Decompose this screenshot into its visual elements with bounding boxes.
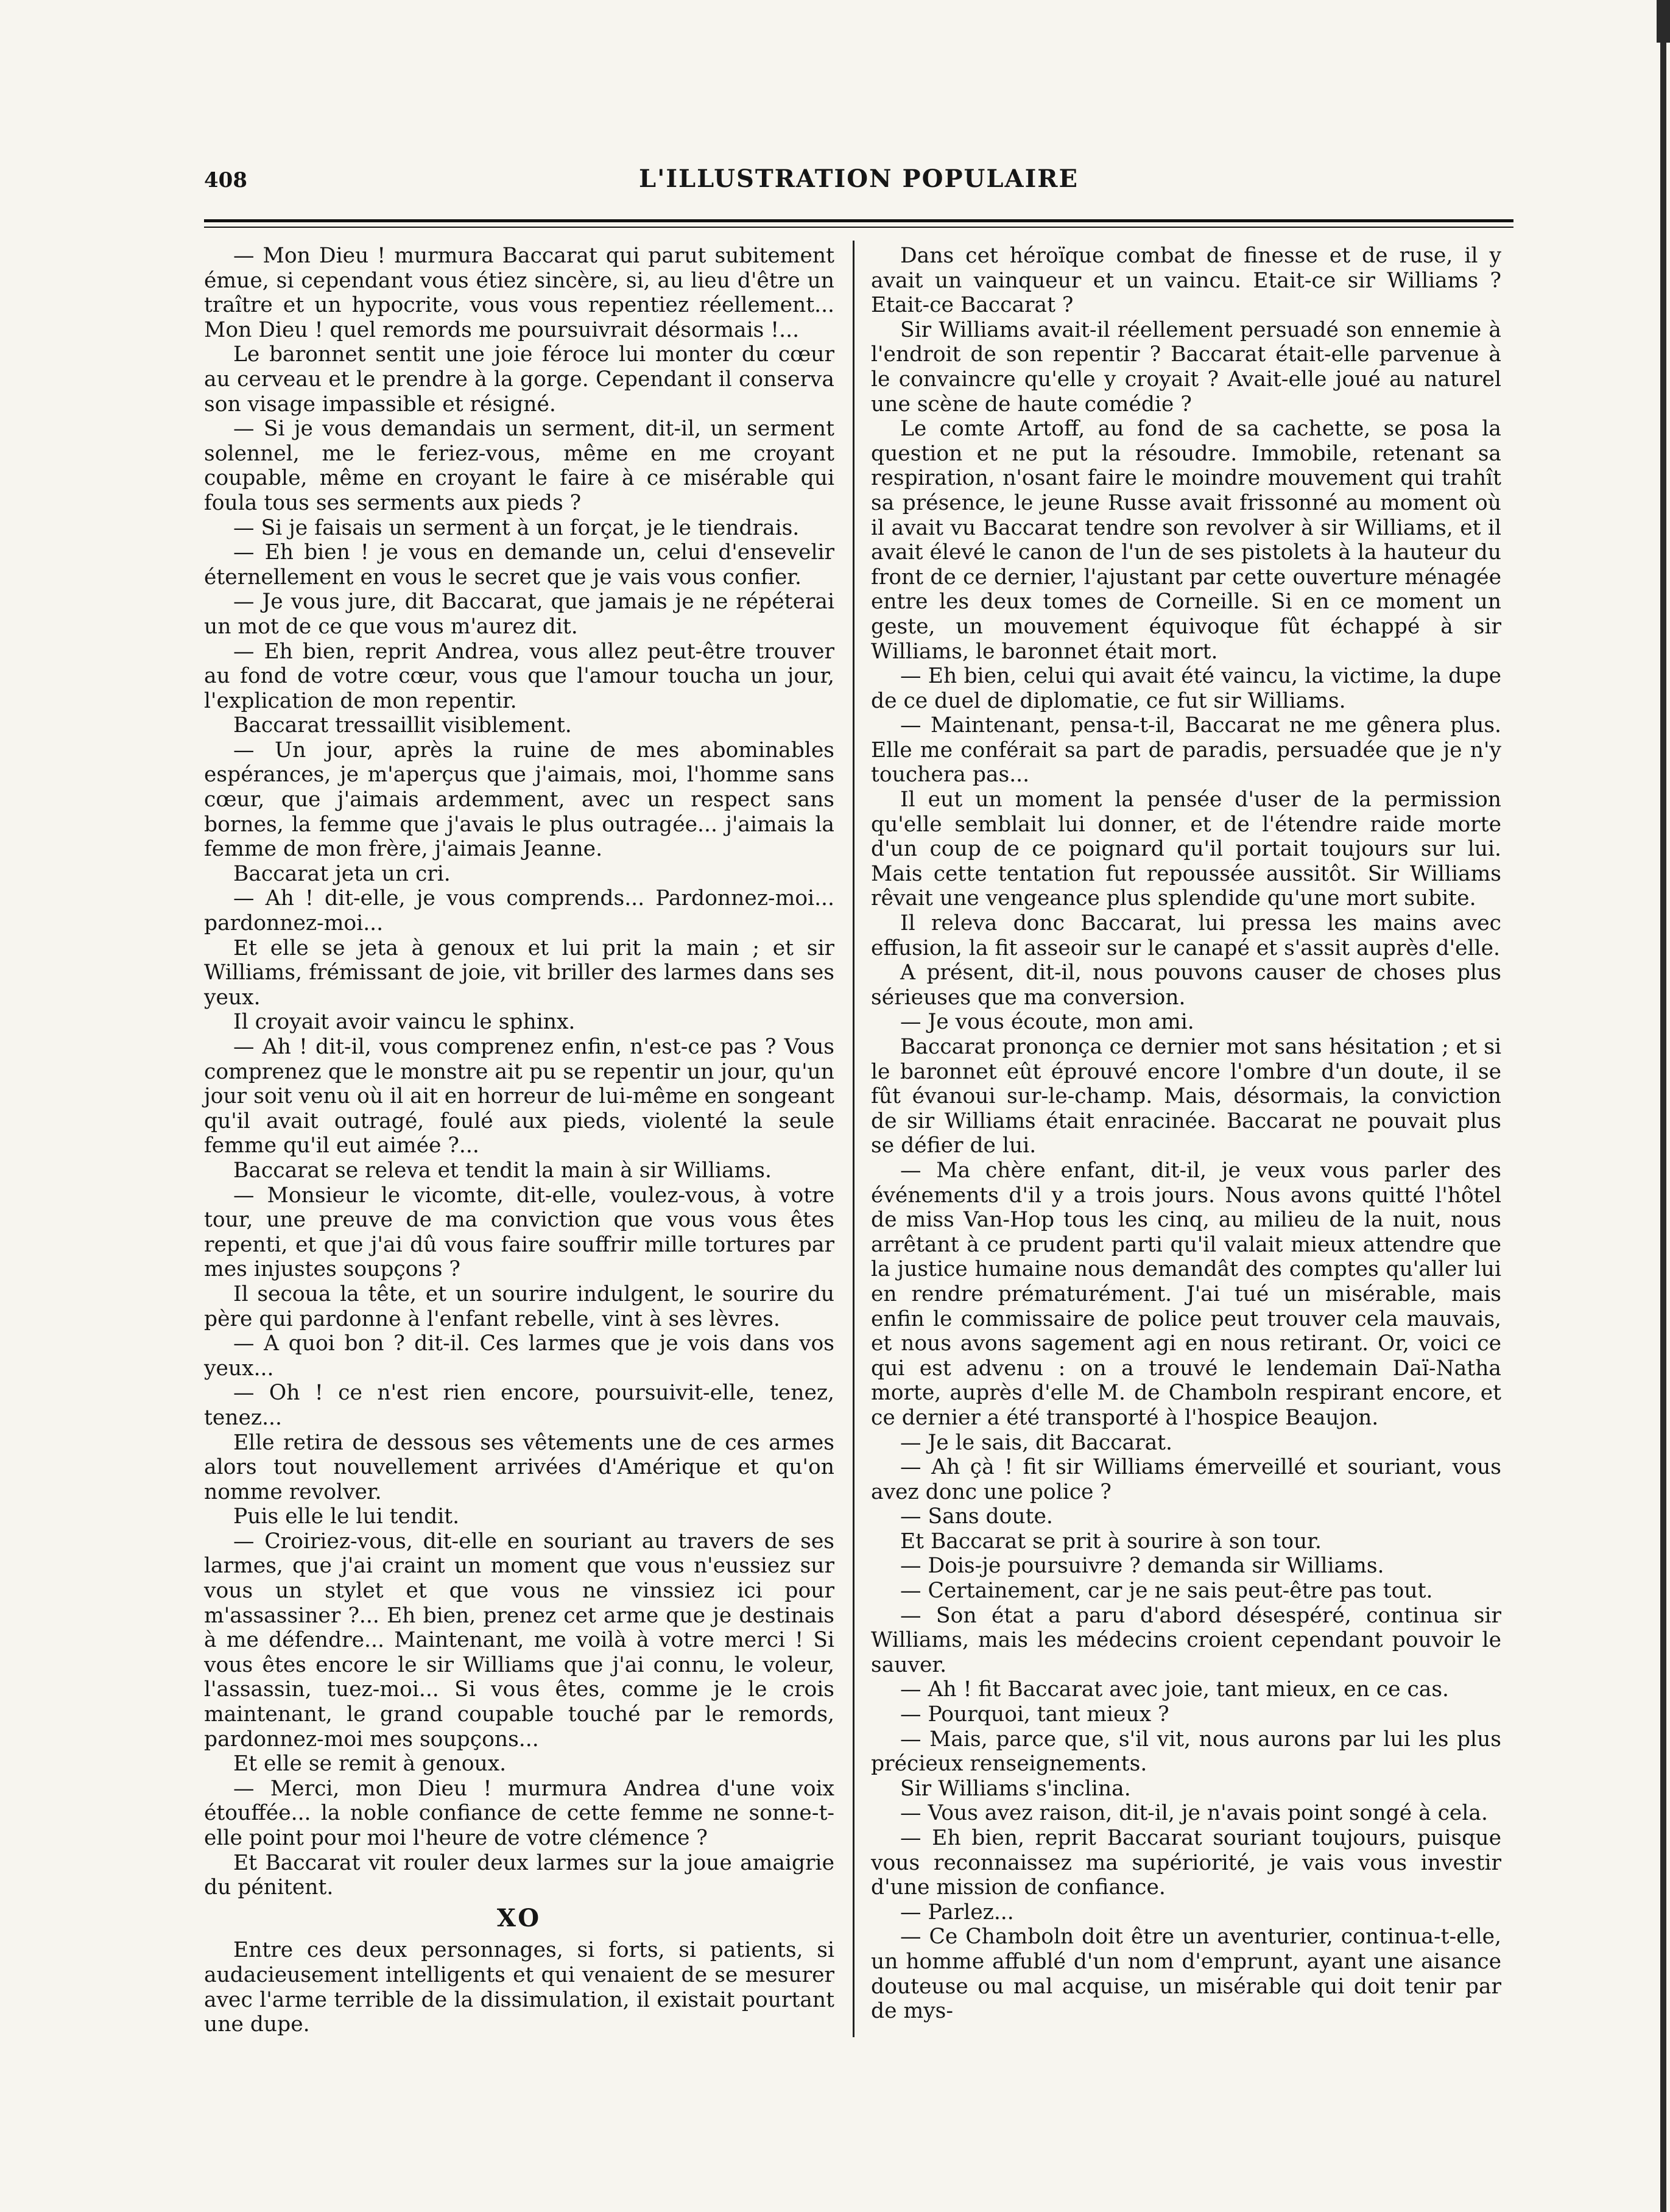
paragraph: Le comte Artoff, au fond de sa cachette, se posa la question et ne put la résoudre. Immobile, retenant sa respiration, n'osant faire le moindre mouvement qui trahît sa présence, le jeune Russe avait frissonné au moment où il avait vu Baccarat tendre son revolver à sir Williams, et il avait élevé le canon de l'un de ses pistolets à la hauteur du front de ce dernier, l'ajustant par cette ouverture ménagée entre les deux tomes de Corneille. Si en ce moment un geste, un mouvement équivoque fût échappé à sir Williams, le baronnet était mort.: [871, 417, 1501, 664]
paragraph: — Je vous jure, dit Baccarat, que jamais je ne répéterai un mot de ce que vous m'aurez dit.: [204, 590, 834, 639]
paragraph: Baccarat prononça ce dernier mot sans hésitation ; et si le baronnet eût éprouvé encore l'ombre d'un doute, il se fût évanoui sur-le-champ. Mais, désormais, la conviction de sir Williams était enracinée. Baccarat ne pouvait plus se défier de lui.: [871, 1035, 1501, 1158]
paragraph: — Pourquoi, tant mieux ?: [900, 1702, 1169, 1727]
paragraph: — Ce Chamboln doit être un aventurier, continua-t-elle, un homme affublé d'un nom d'emprunt, ayant une aisance douteuse ou mal acquise, un misérable qui doit tenir par de mys-: [871, 1925, 1501, 2024]
paragraph: Elle retira de dessous ses vêtements une de ces armes alors tout nouvellement arrivées d'Amérique et qu'on nomme revolver.: [204, 1430, 834, 1504]
paragraph: — Sans doute.: [900, 1504, 1053, 1529]
paragraph: Il secoua la tête, et un sourire indulgent, le sourire du père qui pardonne à l'enfant rebelle, vint à ses lèvres.: [204, 1281, 834, 1331]
running-title: L'ILLUSTRATION POPULAIRE: [638, 164, 1079, 193]
paragraph: — Ah ! fit Baccarat avec joie, tant mieux, en ce cas.: [900, 1677, 1450, 1702]
paragraph: — Eh bien, reprit Baccarat souriant toujours, puisque vous reconnaissez ma supériorité, je vais vous investir d'une mission de confiance.: [871, 1826, 1501, 1900]
left-column: [204, 244, 834, 2037]
page-header: [204, 164, 1513, 207]
paragraph: — Oh ! ce n'est rien encore, poursuivit-elle, tenez, tenez...: [204, 1381, 834, 1430]
paragraph: A présent, dit-il, nous pouvons causer de choses plus sérieuses que ma conversion.: [871, 960, 1501, 1010]
paragraph: — Un jour, après la ruine de mes abominables espérances, je m'aperçus que j'aimais, moi, l'homme sans cœur, que j'aimais ardemment, avec un respect sans bornes, la femme que j'avais le plus outragée... j'aimais la femme de mon frère, j'aimais Jeanne.: [204, 738, 834, 862]
paragraph: — Son état a paru d'abord désespéré, continua sir Williams, mais les médecins croient cependant pouvoir le sauver.: [871, 1603, 1501, 1677]
paragraph: Et elle se jeta à genoux et lui prit la main ; et sir Williams, frémissant de joie, vit briller des larmes dans ses yeux.: [204, 935, 834, 1010]
column-divider: [853, 241, 854, 2037]
paragraph: — Mon Dieu ! murmura Baccarat qui parut subitement émue, si cependant vous étiez sincère, si, au lieu d'être un traître et un hypocrite, vous vous repentiez réellement... Mon Dieu ! quel remords me poursuivrait désormais !...: [204, 244, 834, 342]
paragraph: — Si je vous demandais un serment, dit-il, un serment solennel, me le feriez-vous, même en me croyant coupable, même en croyant le faire à ce misérable qui foula tous ses serments aux pieds ?: [204, 417, 834, 515]
paragraph: Baccarat se releva et tendit la main à sir Williams.: [233, 1158, 772, 1183]
paragraph: Puis elle le lui tendit.: [233, 1504, 460, 1529]
page-edge-rule: [1660, 0, 1666, 2212]
paragraph: Il eut un moment la pensée d'user de la permission qu'elle semblait lui donner, et de l'étendre raide morte d'un coup de ce poignard qu'il portait toujours sur lui. Mais cette tentation fut repoussée aussitôt. Sir Williams rêvait une vengeance plus splendide qu'une mort subite.: [871, 787, 1501, 911]
paragraph: — Dois-je poursuivre ? demanda sir Williams.: [900, 1554, 1384, 1579]
paragraph: — Je le sais, dit Baccarat.: [900, 1430, 1173, 1455]
paragraph: — Ah ! dit-il, vous comprenez enfin, n'est-ce pas ? Vous comprenez que le monstre ait pu se repentir un jour, qu'un jour soit venu où il ait en horreur de lui-même en songeant qu'il avait outragé, foulé aux pieds, violenté la seule femme qu'il eut aimée ?...: [204, 1035, 834, 1158]
paragraph: Baccarat tressaillit visiblement.: [233, 713, 572, 738]
paragraph: Et Baccarat vit rouler deux larmes sur la joue amaigrie du pénitent.: [204, 1850, 834, 1900]
paragraph: Entre ces deux personnages, si forts, si patients, si audacieusement intelligents et qui venaient de se mesurer avec l'arme terrible de la dissimulation, il existait pourtant une dupe.: [204, 1938, 834, 2037]
paragraph: Le baronnet sentit une joie féroce lui monter du cœur au cerveau et le prendre à la gorge. Cependant il conserva son visage impassible et résigné.: [204, 342, 834, 417]
paragraph: Sir Williams avait-il réellement persuadé son ennemie à l'endroit de son repentir ? Baccarat était-elle parvenue à le convaincre qu'elle y croyait ? Avait-elle joué au naturel une scène de haute comédie ?: [871, 317, 1501, 417]
paragraph: — Mais, parce que, s'il vit, nous aurons par lui les plus précieux renseignements.: [871, 1727, 1501, 1777]
paragraph: Et elle se remit à genoux.: [233, 1752, 507, 1777]
paragraph: — Ah ! dit-elle, je vous comprends... Pardonnez-moi... pardonnez-moi...: [204, 886, 834, 936]
paragraph: — Vous avez raison, dit-il, je n'avais point songé à cela.: [900, 1801, 1488, 1826]
paragraph: Et Baccarat se prit à sourire à son tour.: [900, 1529, 1322, 1554]
paragraph: Sir Williams s'inclina.: [900, 1776, 1131, 1801]
paragraph: Il croyait avoir vaincu le sphinx.: [233, 1010, 576, 1035]
paragraph: — Eh bien, celui qui avait été vaincu, la victime, la dupe de ce duel de diplomatie, ce fut sir Williams.: [871, 664, 1501, 713]
paragraph: — Monsieur le vicomte, dit-elle, voulez-vous, à votre tour, une preuve de ma conviction que vous vous êtes repenti, et que j'ai dû vous faire souffrir mille tortures par mes injustes soupçons ?: [204, 1183, 834, 1282]
paragraph: — Eh bien, reprit Andrea, vous allez peut-être trouver au fond de votre cœur, vous que l'amour toucha un jour, l'explication de mon repentir.: [204, 639, 834, 713]
right-column: [871, 244, 1501, 2024]
paragraph: Baccarat jeta un cri.: [233, 861, 451, 886]
paragraph: Dans cet héroïque combat de finesse et de ruse, il y avait un vainqueur et un vaincu. Etait-ce sir Williams ? Etait-ce Baccarat ?: [871, 244, 1501, 318]
paragraph: — Maintenant, pensa-t-il, Baccarat ne me gênera plus. Elle me conférait sa part de paradis, persuadée que je n'y touchera pas...: [871, 713, 1501, 787]
header-rule: [204, 219, 1513, 228]
paragraph: — Certainement, car je ne sais peut-être pas tout.: [900, 1579, 1433, 1604]
page-edge-mark: [1657, 0, 1670, 43]
paragraph: — Croiriez-vous, dit-elle en souriant au travers de ses larmes, que j'ai craint un moment que vous n'eussiez sur vous un stylet et que vous ne vinssiez ici pour m'assassiner ?... Eh bien, prenez cet arme que je destinais à me défendre... Maintenant, me voilà à votre merci ! Si vous êtes encore le sir Williams que j'ai connu, le voleur, l'assassin, tuez-moi... Si vous êtes, comme je le crois maintenant, le grand coupable touché par le remords, pardonnez-moi mes soupçons...: [204, 1529, 834, 1752]
paragraph: — Ah çà ! fit sir Williams émerveillé et souriant, vous avez donc une police ?: [871, 1455, 1501, 1504]
paragraph: — Parlez...: [900, 1900, 1014, 1925]
page-number: 408: [204, 168, 247, 192]
paragraph: Il releva donc Baccarat, lui pressa les mains avec effusion, la fit asseoir sur le canapé et s'assit auprès d'elle.: [871, 911, 1501, 960]
paragraph: — Je vous écoute, mon ami.: [900, 1010, 1194, 1035]
paragraph: — Merci, mon Dieu ! murmura Andrea d'une voix étouffée... la noble confiance de cette femme ne sonne-t-elle point pour moi l'heure de votre clémence ?: [204, 1776, 834, 1850]
paragraph: — Eh bien ! je vous en demande un, celui d'ensevelir éternellement en vous le secret que je vais vous confier.: [204, 540, 834, 590]
chapter-heading: XO: [496, 1903, 542, 1932]
paragraph: — Ma chère enfant, dit-il, je veux vous parler des événements d'il y a trois jours. Nous avons quitté l'hôtel de miss Van-Hop tous les cinq, au milieu de la nuit, nous arrêtant à ce prudent parti qu'il valait mieux attendre que la justice humaine nous demandât des comptes qu'aller lui en rendre prématurément. J'ai tué un misérable, mais enfin le commissaire de police peut trouver cela mauvais, et nous avons sagement agi en nous retirant. Or, voici ce qui est advenu : on a trouvé le lendemain Daï-Natha morte, auprès d'elle M. de Chamboln respirant encore, et ce dernier a été transporté à l'hospice Beaujon.: [871, 1158, 1501, 1430]
paragraph: — Si je faisais un serment à un forçat, je le tiendrais.: [233, 515, 800, 540]
paragraph: — A quoi bon ? dit-il. Ces larmes que je vois dans vos yeux...: [204, 1331, 834, 1381]
